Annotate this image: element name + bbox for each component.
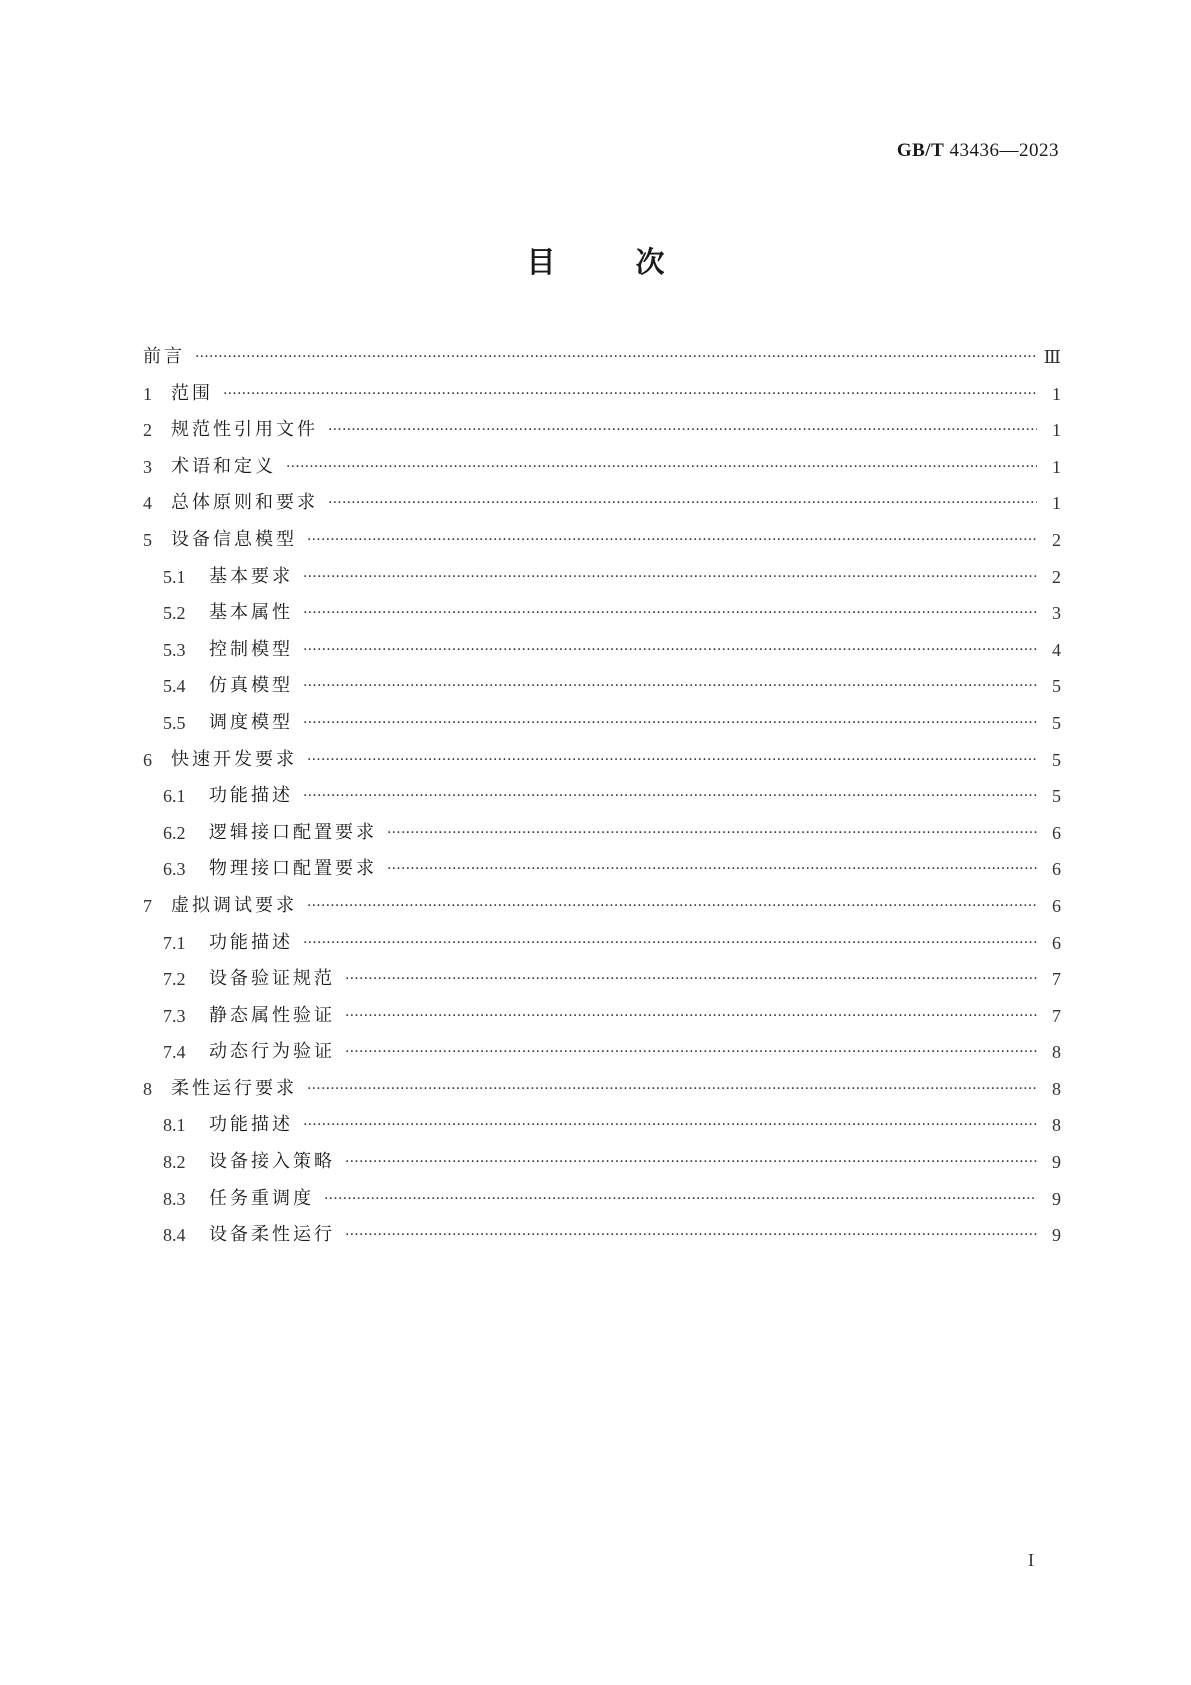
toc-title-char-2: 次 [635, 245, 665, 279]
toc-entry-label: 功能描述 [209, 931, 293, 953]
toc-entry-page: 8 [1052, 1078, 1061, 1099]
toc-entry-page: 2 [1052, 529, 1061, 550]
dot-leader [307, 742, 1037, 779]
toc-entry-label: 设备柔性运行 [209, 1224, 335, 1246]
toc-entry-label: 静态属性验证 [209, 1004, 335, 1026]
toc-entry[interactable] [143, 522, 1061, 559]
dot-leader [328, 485, 1037, 522]
dot-leader [387, 851, 1037, 888]
toc-entry-label: 快速开发要求 [171, 748, 297, 770]
toc-entry-number: 8.2 [163, 1152, 186, 1173]
toc-entry-page: 1 [1052, 456, 1061, 477]
toc-entry[interactable] [143, 1181, 1061, 1218]
toc-entry-page: 1 [1052, 383, 1061, 404]
toc-entry-number: 5.1 [163, 566, 186, 587]
toc-entry-page: 3 [1052, 603, 1061, 624]
toc-title [0, 244, 1191, 280]
toc-entry-label: 逻辑接口配置要求 [209, 821, 377, 843]
toc-entry-number: 7 [143, 895, 152, 916]
toc-entry-page: 6 [1052, 895, 1061, 916]
toc-entry-label: 基本属性 [209, 602, 293, 624]
dot-leader [303, 632, 1037, 669]
toc-entry-label: 调度模型 [209, 711, 293, 733]
toc-entry-number: 7.2 [163, 969, 186, 990]
dot-leader [324, 1181, 1037, 1218]
toc-entry[interactable] [143, 595, 1061, 632]
toc-entry-label: 总体原则和要求 [171, 492, 318, 514]
toc-entry[interactable] [143, 925, 1061, 962]
toc-entry-page: 1 [1052, 420, 1061, 441]
dot-leader [345, 998, 1037, 1035]
toc-entry-page: 6 [1052, 822, 1061, 843]
toc-entry-number: 6.2 [163, 822, 186, 843]
toc-entry-label: 控制模型 [209, 638, 293, 660]
toc-entry[interactable] [143, 412, 1061, 449]
toc-entry[interactable] [143, 778, 1061, 815]
toc-entry-label: 柔性运行要求 [171, 1077, 297, 1099]
toc-entry-number: 5.2 [163, 603, 186, 624]
toc-entry-label: 设备信息模型 [171, 528, 297, 550]
toc-entry-label: 设备验证规范 [209, 968, 335, 990]
dot-leader [303, 925, 1037, 962]
dot-leader [345, 1217, 1037, 1254]
dot-leader [303, 559, 1037, 596]
toc-entry-page: 5 [1052, 786, 1061, 807]
toc-entry-page: 9 [1052, 1152, 1061, 1173]
toc-entry-page: 1 [1052, 493, 1061, 514]
toc-entry[interactable] [143, 632, 1061, 669]
toc-entry-number: 5.5 [163, 712, 186, 733]
page-number: I [1028, 1550, 1034, 1570]
toc-entry-page: 7 [1052, 969, 1061, 990]
toc-entry[interactable] [143, 705, 1061, 742]
dot-leader [307, 888, 1037, 925]
toc-entry-label: 范围 [171, 382, 213, 404]
toc-entry-page: 6 [1052, 932, 1061, 953]
toc-entry-page: 5 [1052, 676, 1061, 697]
dot-leader [345, 1034, 1037, 1071]
toc-entry[interactable] [143, 1144, 1061, 1181]
toc-entry-number: 7.3 [163, 1005, 186, 1026]
dot-leader [286, 449, 1037, 486]
toc-entry[interactable] [143, 1034, 1061, 1071]
toc-entry-page: 9 [1052, 1188, 1061, 1209]
standard-code: 43436—2023 [949, 140, 1059, 161]
toc-title-char-1: 目 [526, 245, 556, 279]
toc-entry-number: 4 [143, 493, 152, 514]
toc-entry-number: 2 [143, 420, 152, 441]
toc-entry-page: 5 [1052, 749, 1061, 770]
toc-entry-label: 前言 [143, 346, 185, 367]
toc-entry[interactable] [143, 339, 1061, 376]
toc-entry-label: 仿真模型 [209, 675, 293, 697]
standard-number [897, 140, 1059, 162]
dot-leader [303, 705, 1037, 742]
dot-leader [303, 1107, 1037, 1144]
toc-entry-label: 物理接口配置要求 [209, 858, 377, 880]
toc-entry[interactable] [143, 449, 1061, 486]
toc-entry-page: 7 [1052, 1005, 1061, 1026]
standard-prefix: GB/T [896, 140, 945, 161]
toc-entry-number: 8.3 [163, 1188, 186, 1209]
toc-entry[interactable] [143, 1071, 1061, 1108]
toc-entry-number: 8.4 [163, 1225, 186, 1246]
toc-entry-number: 6.1 [163, 786, 186, 807]
toc-entry[interactable] [143, 376, 1061, 413]
dot-leader [345, 1144, 1037, 1181]
toc-entry-label: 虚拟调试要求 [171, 894, 297, 916]
toc-entry[interactable] [143, 815, 1061, 852]
toc-entry-number: 3 [143, 456, 152, 477]
toc-entry-page: 2 [1052, 566, 1061, 587]
toc-entry[interactable] [143, 961, 1061, 998]
dot-leader [387, 815, 1037, 852]
toc-entry-label: 规范性引用文件 [171, 419, 318, 441]
toc-entry[interactable] [143, 668, 1061, 705]
dot-leader [195, 339, 1036, 376]
toc-entry-page: 4 [1052, 639, 1061, 660]
toc-entry-label: 设备接入策略 [209, 1151, 335, 1173]
toc-entry-number: 5.4 [163, 676, 186, 697]
toc-entry-page: 8 [1052, 1115, 1061, 1136]
toc-entry-label: 任务重调度 [209, 1187, 314, 1209]
toc-entry[interactable] [143, 559, 1061, 596]
toc-entry[interactable] [143, 1107, 1061, 1144]
toc-entry[interactable] [143, 888, 1061, 925]
toc-entry-label: 基本要求 [209, 565, 293, 587]
toc-entry-number: 7.4 [163, 1042, 186, 1063]
dot-leader [345, 961, 1037, 998]
toc-list [143, 339, 1061, 1254]
dot-leader [303, 595, 1037, 632]
toc-entry-page: 8 [1052, 1042, 1061, 1063]
toc-entry-label: 功能描述 [209, 785, 293, 807]
toc-entry-number: 5.3 [163, 639, 186, 660]
dot-leader [307, 1071, 1037, 1108]
toc-entry-number: 8.1 [163, 1115, 186, 1136]
dot-leader [303, 668, 1037, 705]
toc-entry-number: 5 [143, 529, 152, 550]
dot-leader [303, 778, 1037, 815]
dot-leader [328, 412, 1037, 449]
toc-entry-label: 功能描述 [209, 1114, 293, 1136]
toc-entry[interactable] [143, 485, 1061, 522]
toc-entry-number: 6.3 [163, 859, 186, 880]
toc-entry[interactable] [143, 851, 1061, 888]
toc-entry[interactable] [143, 1217, 1061, 1254]
toc-entry-page: Ⅲ [1043, 347, 1061, 367]
toc-entry-label: 术语和定义 [171, 455, 276, 477]
toc-entry-page: 6 [1052, 859, 1061, 880]
toc-entry[interactable] [143, 998, 1061, 1035]
toc-entry-page: 9 [1052, 1225, 1061, 1246]
dot-leader [223, 376, 1037, 413]
dot-leader [307, 522, 1037, 559]
toc-entry-number: 7.1 [163, 932, 186, 953]
toc-entry-label: 动态行为验证 [209, 1041, 335, 1063]
toc-entry-number: 8 [143, 1078, 152, 1099]
toc-entry-number: 1 [143, 383, 152, 404]
toc-entry[interactable] [143, 742, 1061, 779]
toc-entry-page: 5 [1052, 712, 1061, 733]
toc-entry-number: 6 [143, 749, 152, 770]
